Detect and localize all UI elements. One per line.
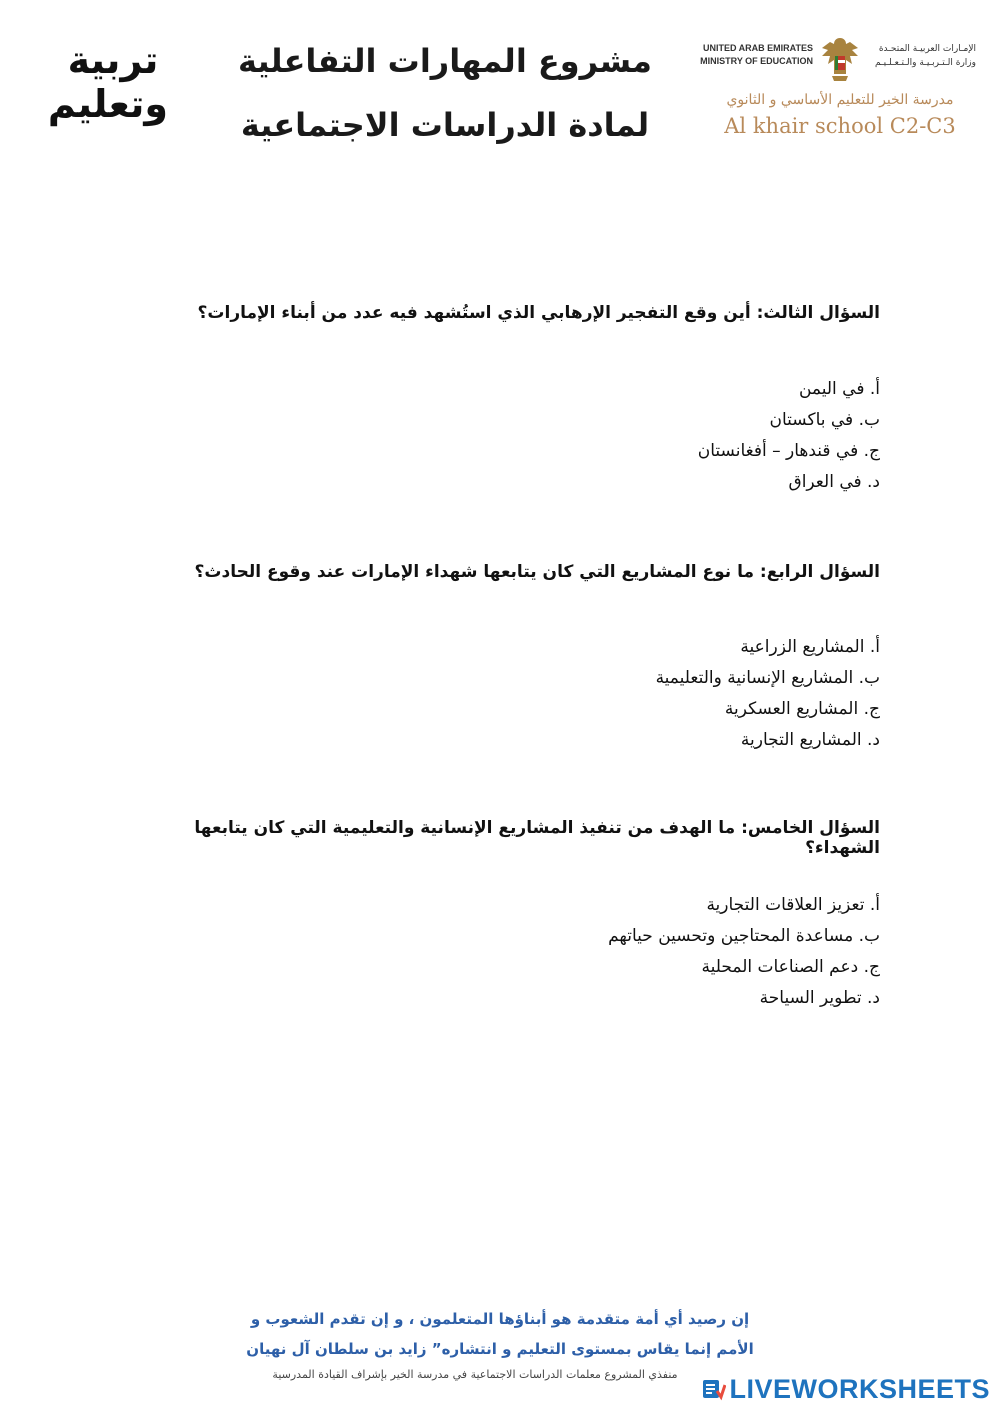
brand-logo-line2: وتعليم (47, 82, 168, 126)
option-item[interactable]: ب. المشاريع الإنسانية والتعليمية (655, 668, 880, 688)
option-item[interactable]: ج. في قندهار – أفغانستان (697, 441, 880, 461)
brand-logo-line1: تربية (67, 38, 159, 82)
eagle-emblem-icon (818, 34, 862, 84)
option-item[interactable]: ب. في باكستان (769, 410, 880, 430)
brand-logo (47, 38, 168, 126)
footer-credit: منفذي المشروع معلمات الدراسات الاجتماعية في مدرسة الخير بإشراف القيادة المدرسية (272, 1368, 678, 1381)
option-item[interactable]: د. المشاريع التجارية (740, 730, 880, 750)
option-item[interactable]: أ. المشاريع الزراعية (740, 637, 880, 657)
ministry-ar-line2: وزارة الـتـربـيـة والـتـعـلـيـم (874, 58, 976, 68)
option-item[interactable]: ج. المشاريع العسكرية (724, 699, 880, 719)
liveworksheets-logo-icon (702, 1377, 726, 1401)
question-5-options (380, 890, 880, 1014)
question-3: السؤال الثالث: أين وقع التفجير الإرهابي الذي استُشهد فيه عدد من أبناء الإمارات؟ (197, 303, 880, 323)
school-name-en: Al khair school C2-C3 (724, 114, 956, 138)
liveworksheets-watermark (700, 1372, 990, 1406)
liveworksheets-text: LIVEWORKSHEETS (729, 1373, 990, 1404)
question-3-options (380, 374, 880, 498)
ministry-name-ar (866, 42, 976, 70)
question-4-options (380, 632, 880, 756)
ministry-en-line1: UNITED ARAB EMIRATES (703, 43, 813, 53)
ministry-name-en (693, 42, 813, 68)
ministry-en-line2: MINISTRY OF EDUCATION (700, 56, 813, 66)
footer-quote-line2: الأمم إنما يقاس بمستوى التعليم و انتشاره” زايد بن سلطان آل نهيان (246, 1340, 754, 1358)
question-5: السؤال الخامس: ما الهدف من تنفيذ المشاريع الإنسانية والتعليمية التي كان يتابعها الشهداء؟ (194, 818, 880, 858)
school-name-ar: مدرسة الخير للتعليم الأساسي و الثانوي (726, 92, 954, 108)
option-item[interactable]: د. في العراق (788, 472, 880, 492)
page-title-line1: مشروع المهارات التفاعلية (238, 42, 652, 80)
question-4: السؤال الرابع: ما نوع المشاريع التي كان يتابعها شهداء الإمارات عند وقوع الحادث؟ (194, 562, 880, 582)
option-item[interactable]: د. تطوير السياحة (759, 988, 880, 1008)
ministry-ar-line1: الإمـارات العربيـة المتحـدة (878, 44, 976, 54)
option-item[interactable]: أ. في اليمن (798, 379, 880, 399)
footer-quote-line1: إن رصيد أي أمة متقدمة هو أبناؤها المتعلمون ، و إن تقدم الشعوب و (250, 1310, 750, 1328)
option-item[interactable]: أ. تعزيز العلاقات التجارية (706, 895, 880, 915)
option-item[interactable]: ج. دعم الصناعات المحلية (701, 957, 880, 977)
page-title-line2: لمادة الدراسات الاجتماعية (240, 106, 650, 144)
option-item[interactable]: ب. مساعدة المحتاجين وتحسين حياتهم (608, 926, 880, 946)
